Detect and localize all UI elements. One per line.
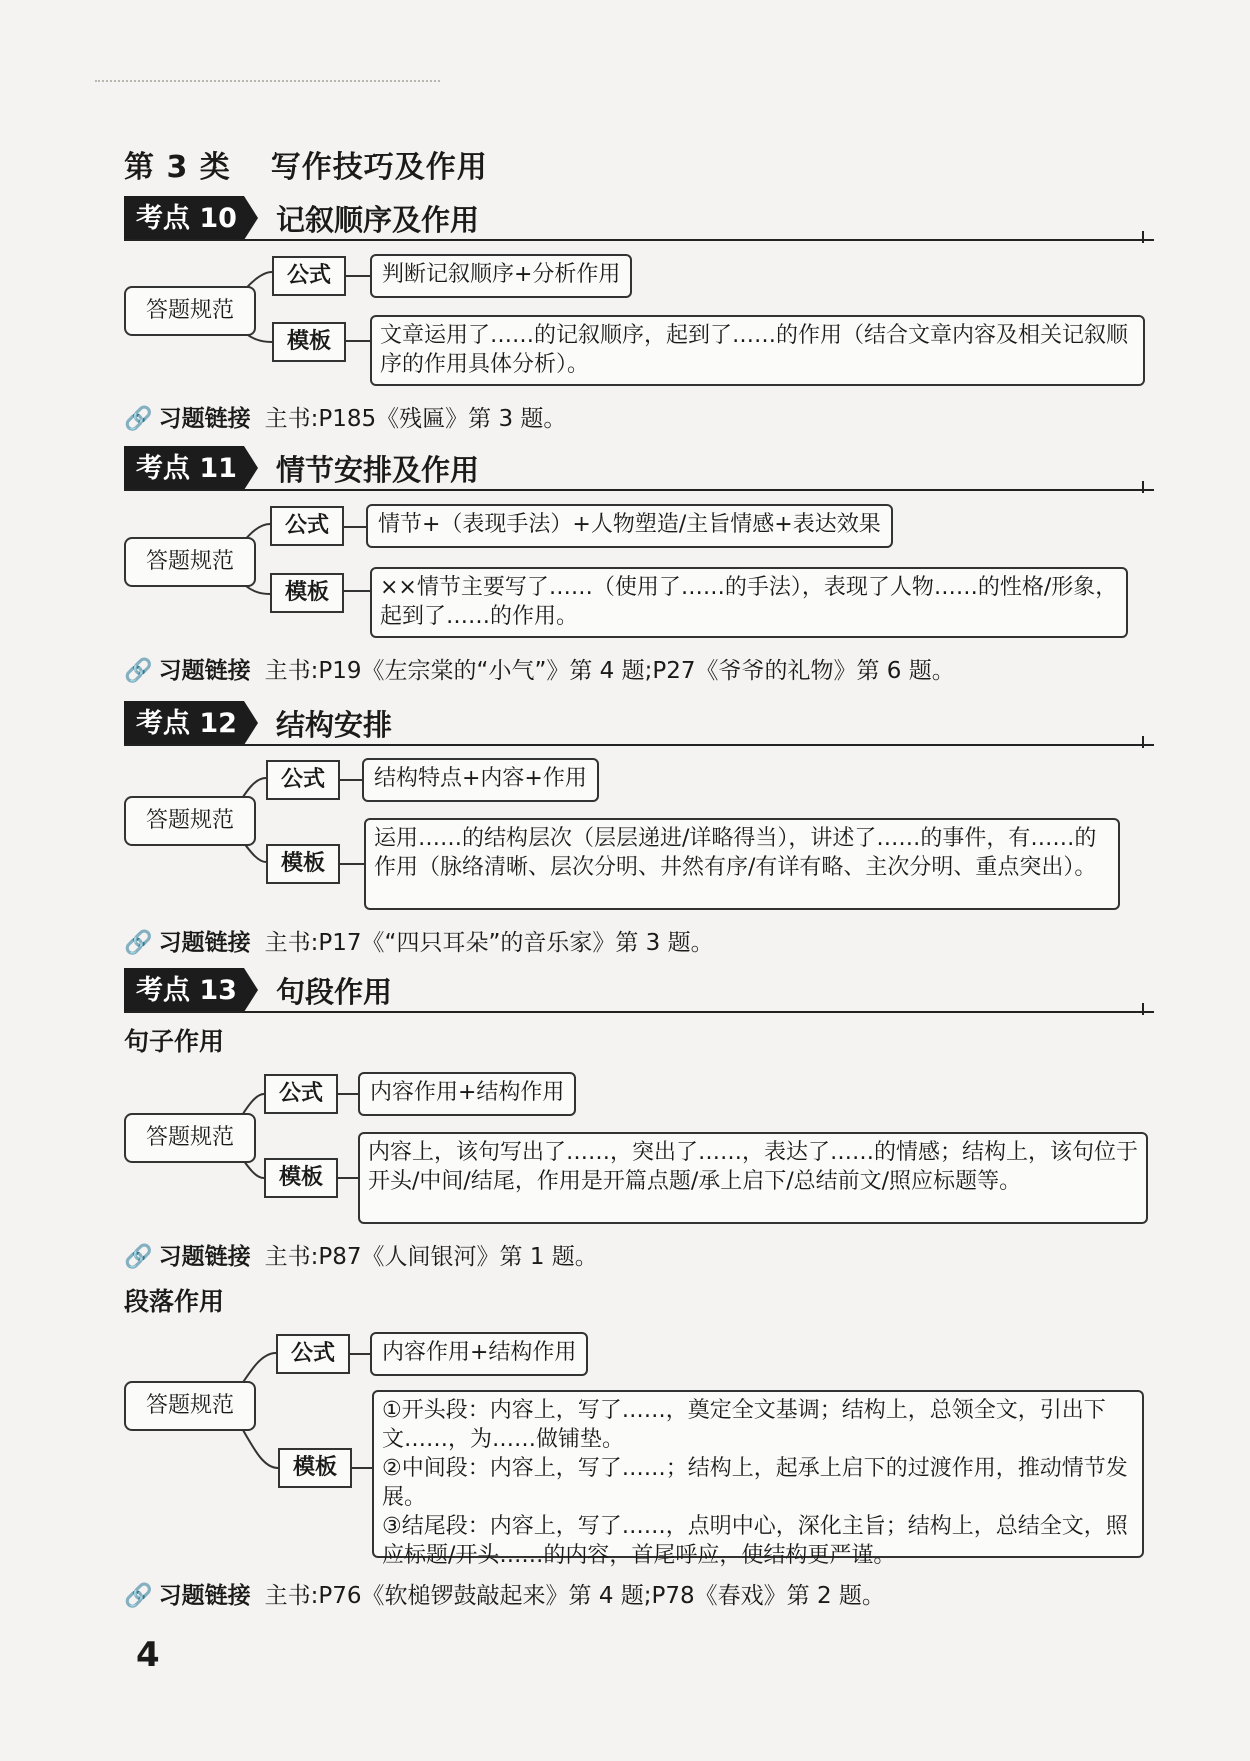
answer-norm-box: 答题规范 <box>124 796 256 846</box>
formula-tag: 公式 <box>266 760 340 800</box>
formula-tag: 公式 <box>272 256 346 296</box>
link-icon: 🔗 <box>124 658 153 684</box>
template-tag: 模板 <box>270 573 344 613</box>
page-number: 4 <box>136 1635 160 1675</box>
link-icon: 🔗 <box>124 930 153 956</box>
rule-end-mark <box>1142 481 1144 493</box>
kaodian-12-title: 结构安排 <box>276 708 393 742</box>
kaodian-13-title: 句段作用 <box>276 975 393 1009</box>
kaodian-10-title: 记叙顺序及作用 <box>276 203 480 237</box>
formula-box: 判断记叙顺序+分析作用 <box>370 254 632 298</box>
formula-box: 情节+（表现手法）+人物塑造/主旨情感+表达效果 <box>366 504 893 548</box>
kaodian-12-label: 考点 12 <box>124 701 244 746</box>
template-box: ××情节主要写了……（使用了……的手法），表现了人物……的性格/形象，起到了……的作用。 <box>370 567 1128 638</box>
kaodian-13-label: 考点 13 <box>124 968 244 1013</box>
template-line: ③结尾段：内容上，写了……，点明中心，深化主旨；结构上，总结全文，照应标题/开头……的内容，首尾呼应，使结构更严谨。 <box>382 1514 1128 1568</box>
section-rule <box>124 1011 1154 1013</box>
rule-end-mark <box>1142 736 1144 748</box>
exercise-link[interactable] <box>124 652 955 685</box>
section-rule <box>124 489 1154 491</box>
template-box <box>372 1390 1144 1568</box>
template-box: 内容上，该句写出了……，突出了……，表达了……的情感；结构上，该句位于开头/中间/结尾，作用是开篇点题/承上启下/总结前文/照应标题等。 <box>358 1132 1148 1224</box>
exercise-link[interactable] <box>124 400 566 433</box>
template-tag: 模板 <box>272 322 346 362</box>
link-source: 主书:P185《残匾》第 3 题。 <box>264 406 567 432</box>
category-title <box>124 142 488 186</box>
category-name: 写作技巧及作用 <box>270 150 488 185</box>
template-tag: 模板 <box>264 1158 338 1198</box>
template-tag: 模板 <box>278 1448 352 1488</box>
answer-norm-box: 答题规范 <box>124 286 256 336</box>
exercise-link[interactable] <box>124 1238 598 1271</box>
template-line: ①开头段：内容上，写了……，奠定全文基调；结构上，总领全文，引出下文……，为……做铺垫。 <box>382 1398 1106 1452</box>
rule-end-mark <box>1142 1003 1144 1015</box>
top-dotted-rule <box>95 80 440 82</box>
subsection-title: 句子作用 <box>124 1027 225 1056</box>
answer-norm-box: 答题规范 <box>124 1113 256 1163</box>
link-icon: 🔗 <box>124 1244 153 1270</box>
formula-tag: 公式 <box>276 1334 350 1374</box>
exercise-link[interactable] <box>124 1577 885 1610</box>
link-label: 习题链接 <box>158 930 251 956</box>
link-source: 主书:P76《软槌锣鼓敲起来》第 4 题;P78《春戏》第 2 题。 <box>264 1583 885 1609</box>
link-icon: 🔗 <box>124 406 153 432</box>
link-label: 习题链接 <box>158 658 251 684</box>
template-line: ②中间段：内容上，写了……；结构上，起承上启下的过渡作用，推动情节发展。 <box>382 1456 1128 1510</box>
link-source: 主书:P87《人间银河》第 1 题。 <box>264 1244 598 1270</box>
template-tag: 模板 <box>266 844 340 884</box>
formula-box: 内容作用+结构作用 <box>358 1072 576 1116</box>
link-label: 习题链接 <box>158 1244 251 1270</box>
exercise-link[interactable] <box>124 924 714 957</box>
answer-norm-box: 答题规范 <box>124 537 256 587</box>
template-box: 运用……的结构层次（层层递进/详略得当），讲述了……的事件，有……的作用（脉络清晰、层次分明、井然有序/有详有略、主次分明、重点突出）。 <box>364 818 1120 910</box>
formula-box: 内容作用+结构作用 <box>370 1332 588 1376</box>
kaodian-10-label: 考点 10 <box>124 196 244 241</box>
section-rule <box>124 744 1154 746</box>
link-label: 习题链接 <box>158 1583 251 1609</box>
answer-norm-box: 答题规范 <box>124 1381 256 1431</box>
formula-tag: 公式 <box>270 506 344 546</box>
kaodian-11-title: 情节安排及作用 <box>276 453 480 487</box>
formula-tag: 公式 <box>264 1074 338 1114</box>
link-source: 主书:P19《左宗棠的“小气”》第 4 题;P27《爷爷的礼物》第 6 题。 <box>264 658 955 684</box>
section-rule <box>124 239 1154 241</box>
link-label: 习题链接 <box>158 406 251 432</box>
category-number: 第 3 类 <box>124 150 231 185</box>
link-icon: 🔗 <box>124 1583 153 1609</box>
link-source: 主书:P17《“四只耳朵”的音乐家》第 3 题。 <box>264 930 714 956</box>
formula-box: 结构特点+内容+作用 <box>362 758 599 802</box>
rule-end-mark <box>1142 231 1144 243</box>
subsection-title: 段落作用 <box>124 1287 225 1316</box>
template-box: 文章运用了……的记叙顺序，起到了……的作用（结合文章内容及相关记叙顺序的作用具体分析）。 <box>370 315 1145 386</box>
kaodian-11-label: 考点 11 <box>124 446 244 491</box>
